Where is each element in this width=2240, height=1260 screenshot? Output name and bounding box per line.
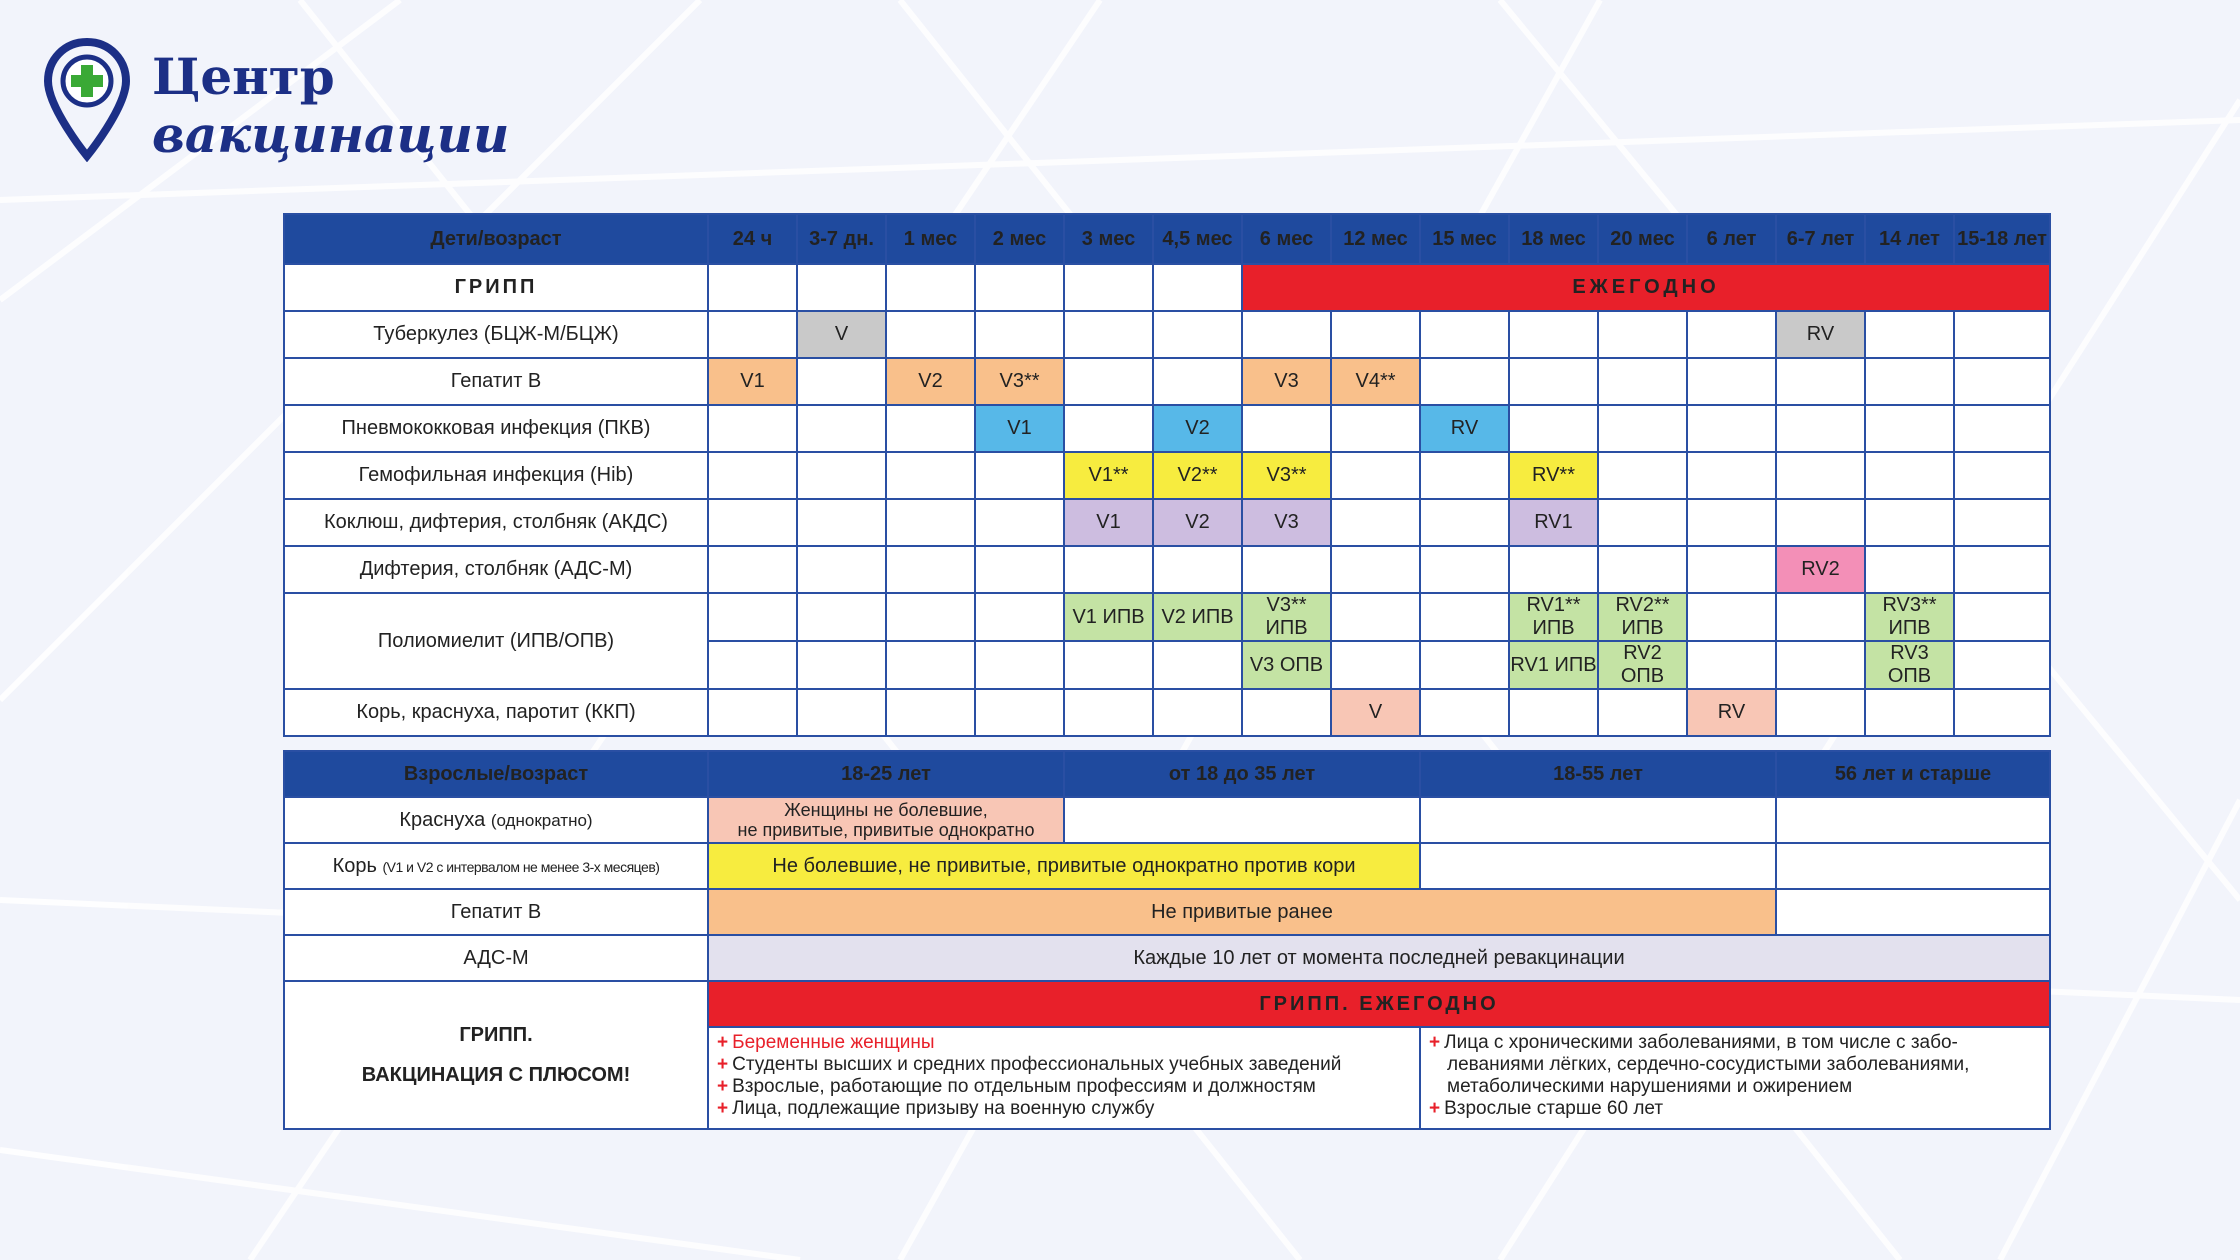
hepb-row	[284, 358, 2050, 405]
row-name: Гепатит В	[284, 889, 708, 935]
dose-cell: V2	[886, 358, 975, 405]
dose-cell: RV	[1420, 405, 1509, 452]
age-header: 15 мес	[1420, 214, 1509, 264]
logo	[44, 38, 509, 164]
list-item: Взрослые, работающие по отдельным профессиям и должностям	[732, 1076, 1316, 1097]
age-header: 18 мес	[1509, 214, 1598, 264]
mmr-row	[284, 689, 2050, 736]
dose-cell: V	[1331, 689, 1420, 736]
row-name: Туберкулез (БЦЖ-М/БЦЖ)	[284, 311, 708, 358]
children-schedule-table	[283, 213, 2051, 737]
location-pin-plus-icon	[44, 38, 130, 162]
dose-cell: V3	[1242, 358, 1331, 405]
dose-cell: V4**	[1331, 358, 1420, 405]
row-name: АДС-М	[284, 935, 708, 981]
dose-cell: V3**	[975, 358, 1064, 405]
adsm-row	[284, 546, 2050, 593]
dose-cell: RV3 ОПВ	[1865, 641, 1954, 689]
list-item: Лица, подлежащие призыву на военную службу	[732, 1098, 1155, 1119]
list-item: Беременные женщины	[732, 1032, 935, 1053]
age-header: 6 лет	[1687, 214, 1776, 264]
age-header: 4,5 мес	[1153, 214, 1242, 264]
row-name: Гепатит В	[284, 358, 708, 405]
age-header: 3 мес	[1064, 214, 1153, 264]
dose-cell: V	[797, 311, 886, 358]
dose-cell: RV3** ИПВ	[1865, 593, 1954, 641]
list-item: Взрослые старше 60 лет	[1444, 1098, 1664, 1119]
dose-cell: V2	[1153, 405, 1242, 452]
pcv-row	[284, 405, 2050, 452]
age-header: 6-7 лет	[1776, 214, 1865, 264]
tb-row	[284, 311, 2050, 358]
dose-cell: V1 ИПВ	[1064, 593, 1153, 641]
dose-cell: RV2** ИПВ	[1598, 593, 1687, 641]
dose-cell: V1	[1064, 499, 1153, 546]
dose-cell: V1	[975, 405, 1064, 452]
age-header: 18-55 лет	[1420, 751, 1776, 797]
list-item: Студенты высших и средних профессиональных учебных заведений	[732, 1054, 1342, 1075]
age-header: 20 мес	[1598, 214, 1687, 264]
row-name: Коклюш, дифтерия, столбняк (АКДС)	[284, 499, 708, 546]
age-header: 2 мес	[975, 214, 1064, 264]
row-name: Гемофильная инфекция (Hib)	[284, 452, 708, 499]
row-name: Корь (V1 и V2 с интервалом не менее 3-х месяцев)	[284, 843, 708, 889]
age-header: 12 мес	[1331, 214, 1420, 264]
age-header: 15-18 лет	[1954, 214, 2050, 264]
polio-row-1	[284, 593, 2050, 641]
age-header: от 18 до 35 лет	[1064, 751, 1420, 797]
age-header: 14 лет	[1865, 214, 1954, 264]
dose-cell: RV2 ОПВ	[1598, 641, 1687, 689]
children-header-row	[284, 214, 2050, 264]
flu-plus-label: ГРИПП. ВАКЦИНАЦИЯ С ПЛЮСОМ!	[284, 981, 708, 1129]
row-name: Полиомиелит (ИПВ/ОПВ)	[284, 593, 708, 689]
dose-cell: RV2	[1776, 546, 1865, 593]
row-name: Дифтерия, столбняк (АДС-М)	[284, 546, 708, 593]
adult-adsm-row	[284, 935, 2050, 981]
dose-cell: RV1 ИПВ	[1509, 641, 1598, 689]
list-item: Лица с хроническими заболеваниями, в том числе с забо-	[1444, 1032, 1958, 1053]
dose-cell: V2	[1153, 499, 1242, 546]
row-name: Корь, краснуха, паротит (ККП)	[284, 689, 708, 736]
hepb-cell: Не привитые ранее	[708, 889, 1776, 935]
dose-cell: RV1** ИПВ	[1509, 593, 1598, 641]
flu-annual-banner: ГРИПП. ЕЖЕГОДНО	[708, 981, 2050, 1027]
flu-groups-left: + Беременные женщины + Студенты высших и средних профессиональных учебных заведений + Взрослые, работающие по отдельным профессиям и должностям + Лица, подлежащие призыву на военную службу	[708, 1027, 1420, 1129]
logo-subtitle: вакцинации	[152, 105, 510, 164]
flu-annual-banner: ЕЖЕГОДНО	[1242, 264, 2050, 311]
adult-rubella-row	[284, 797, 2050, 843]
age-header: 1 мес	[886, 214, 975, 264]
list-item: метаболическими нарушениями и ожирением	[1447, 1076, 1853, 1097]
dose-cell: V2**	[1153, 452, 1242, 499]
dose-cell: RV1	[1509, 499, 1598, 546]
dose-cell: V3 ОПВ	[1242, 641, 1331, 689]
adult-measles-row	[284, 843, 2050, 889]
adult-hepb-row	[284, 889, 2050, 935]
dose-cell: V1	[708, 358, 797, 405]
adsm-cell: Каждые 10 лет от момента последней ревакцинации	[708, 935, 2050, 981]
dose-cell: RV	[1776, 311, 1865, 358]
hib-row	[284, 452, 2050, 499]
row-name: Краснуха (однократно)	[284, 797, 708, 843]
measles-cell: Не болевшие, не привитые, привитые однократно против кори	[708, 843, 1420, 889]
list-item: леваниями лёгких, сердечно-сосудистыми заболеваниями,	[1447, 1054, 1970, 1075]
age-header: 56 лет и старше	[1776, 751, 2050, 797]
dose-cell: RV**	[1509, 452, 1598, 499]
adult-flu-banner-row	[284, 981, 2050, 1027]
dose-cell: V3** ИПВ	[1242, 593, 1331, 641]
logo-title: Центр	[152, 47, 335, 106]
adults-header-row	[284, 751, 2050, 797]
adults-schedule-table	[283, 750, 2051, 1130]
flu-groups-right: + Лица с хроническими заболеваниями, в том числе с забо- леваниями лёгких, сердечно-сосудистыми заболеваниями, метаболическими нарушениями и ожирением + Взрослые старше 60 лет	[1420, 1027, 2050, 1129]
dose-cell: V1**	[1064, 452, 1153, 499]
flu-row	[284, 264, 2050, 311]
dose-cell: V2 ИПВ	[1153, 593, 1242, 641]
rubella-cell: Женщины не болевшие, не привитые, привитые однократно	[708, 797, 1064, 843]
header-label: Взрослые/возраст	[284, 751, 708, 797]
age-header: 3-7 дн.	[797, 214, 886, 264]
header-label: Дети/возраст	[284, 214, 708, 264]
dose-cell: RV	[1687, 689, 1776, 736]
age-header: 24 ч	[708, 214, 797, 264]
age-header: 6 мес	[1242, 214, 1331, 264]
dtp-row	[284, 499, 2050, 546]
dose-cell: V3	[1242, 499, 1331, 546]
dose-cell: V3**	[1242, 452, 1331, 499]
flu-label: ГРИПП	[284, 264, 708, 311]
age-header: 18-25 лет	[708, 751, 1064, 797]
row-name: Пневмококковая инфекция (ПКВ)	[284, 405, 708, 452]
